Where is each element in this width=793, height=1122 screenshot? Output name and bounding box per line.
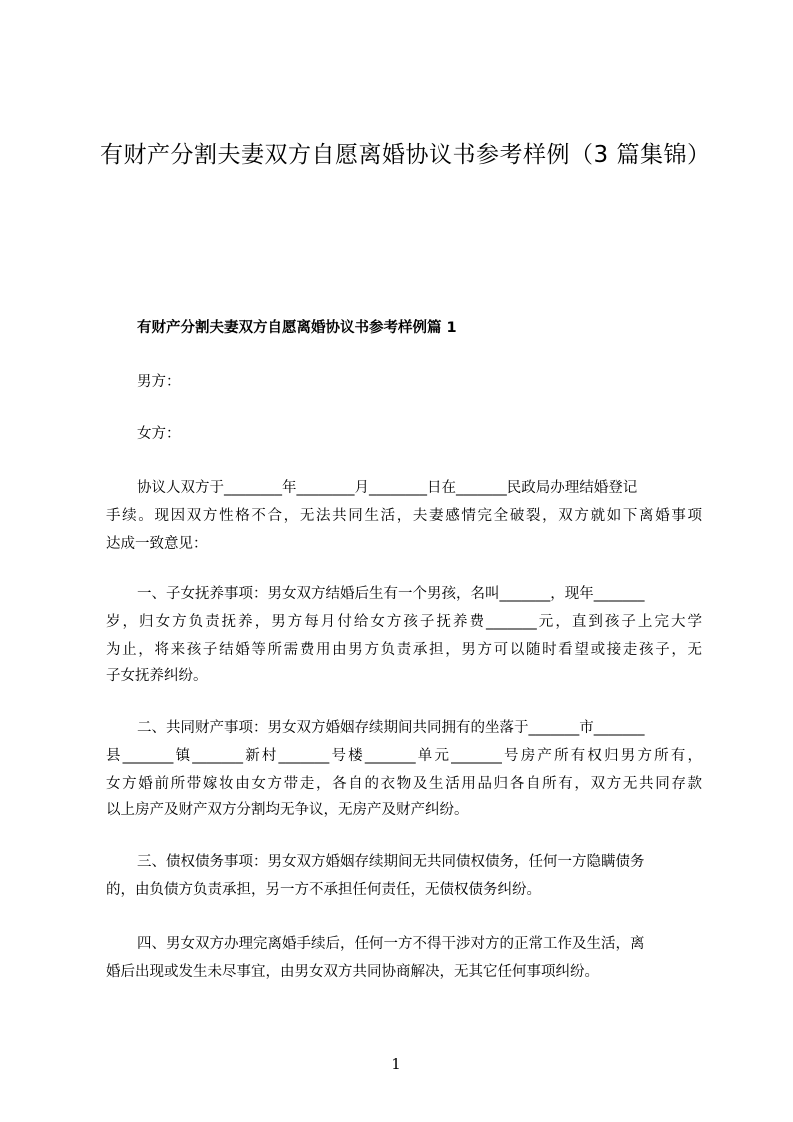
- paragraph-line: 达成一致意见：: [106, 536, 208, 552]
- section-heading: 有财产分割夫妻双方自愿离婚协议书参考样例篇 1: [137, 320, 457, 336]
- male-party-label: 男方：: [137, 374, 181, 390]
- paragraph-line: 二、共同财产事项：男女双方婚姻存续期间共同拥有的坐落于_______市_______: [137, 720, 645, 736]
- paragraph-line: 岁，归女方负责抚养，男方每月付给女方孩子抚养费_______元，直到孩子上完大学: [106, 614, 702, 630]
- paragraph-line: 手续。现因双方性格不合，无法共同生活，夫妻感情完全破裂，双方就如下离婚事项: [106, 508, 702, 524]
- paragraph-line: 县_______镇_______新村_______号楼_______单元_______号房产所有权归男方所有，: [106, 748, 702, 764]
- paragraph-line: 女方婚前所带嫁妆由女方带走，各自的衣物及生活用品归各自所有，双方无共同存款: [106, 776, 702, 792]
- paragraph-line: 为止，将来孩子结婚等所需费用由男方负责承担，男方可以随时看望或接走孩子，无: [106, 642, 702, 658]
- paragraph-line: 以上房产及财产双方分割均无争议，无房产及财产纠纷。: [106, 802, 469, 818]
- page-number: 1: [391, 1055, 401, 1073]
- paragraph-line: 协议人双方于________年________月________日在_______民政局办理结婚登记: [137, 480, 638, 496]
- paragraph-line: 的，由负债方负责承担，另一方不承担任何责任，无债权债务纠纷。: [106, 882, 541, 898]
- paragraph-line: 婚后出现或发生未尽事宜，由男女双方共同协商解决，无其它任何事项纠纷。: [106, 964, 599, 980]
- paragraph-line: 一、子女抚养事项：男女双方结婚后生有一个男孩，名叫_______，现年_______: [137, 586, 645, 602]
- paragraph-line: 四、男女双方办理完离婚手续后，任何一方不得干涉对方的正常工作及生活，离: [137, 936, 645, 952]
- paragraph-line: 三、债权债务事项：男女双方婚姻存续期间无共同债权债务，任何一方隐瞒债务: [137, 854, 645, 870]
- paragraph-line: 子女抚养纠纷。: [106, 668, 208, 684]
- female-party-label: 女方：: [137, 426, 181, 442]
- document-title: 有财产分割夫妻双方自愿离婚协议书参考样例（3 篇集锦）: [100, 142, 711, 168]
